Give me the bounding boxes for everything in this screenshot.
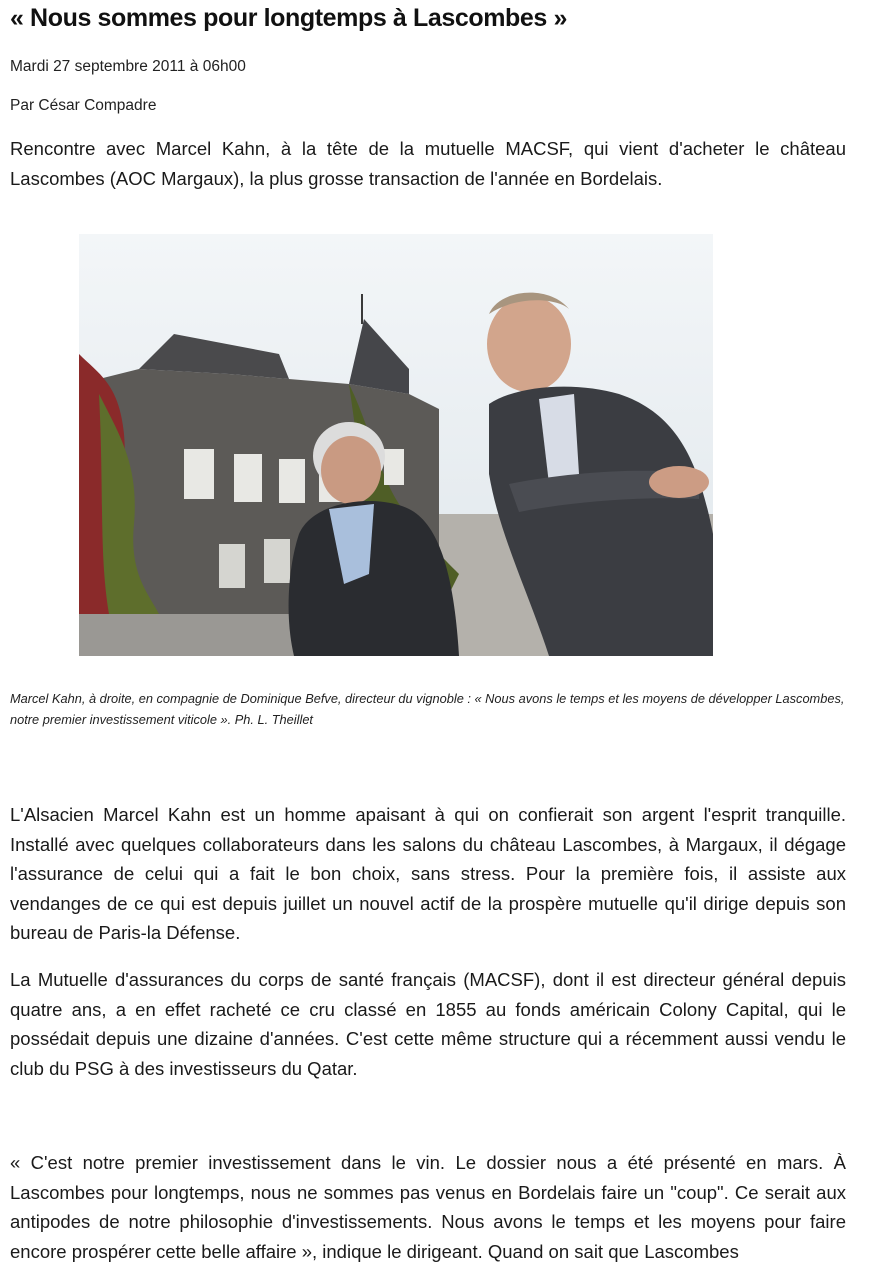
article-paragraph: L'Alsacien Marcel Kahn est un homme apaisant à qui on confierait son argent l'esprit tranquille. Installé avec quelques collaborateurs dans les salons du château Lascombes, à Margaux, il dégage l'assurance de celui qui a fait le bon choix, sans stress. Pour la première fois, il assiste aux vendanges de ce qui est depuis juillet un nouvel actif de la prospère mutuelle qu'il dirige depuis son bureau de Paris-la Défense. — [10, 804, 846, 943]
article-byline: Par César Compadre — [10, 97, 157, 114]
photo-caption: Marcel Kahn, à droite, en compagnie de Dominique Befve, directeur du vignoble : « Nous avons le temps et les moyens de développer Lascombes, notre premier investissement viticole ». Ph. L. Theillet — [10, 691, 845, 727]
article-title: « Nous sommes pour longtemps à Lascombes » — [10, 4, 567, 32]
photo-illustration — [79, 234, 713, 656]
article-date: Mardi 27 septembre 2011 à 06h00 — [10, 58, 246, 75]
article-lead: Rencontre avec Marcel Kahn, à la tête de la mutuelle MACSF, qui vient d'acheter le château Lascombes (AOC Margaux), la plus grosse transaction de l'année en Bordelais. — [10, 138, 846, 189]
article-paragraph: « C'est notre premier investissement dans le vin. Le dossier nous a été présenté en mars. À Lascombes pour longtemps, nous ne sommes pas venus en Bordelais faire un "coup". Ce serait aux antipodes de notre philosophie d'investissements. Nous avons le temps et les moyens pour faire encore prospérer cette belle affaire », indique le dirigeant. Quand on sait que Lascombes — [10, 1152, 846, 1262]
article-photo — [79, 234, 713, 656]
article-paragraph: La Mutuelle d'assurances du corps de santé français (MACSF), dont il est directeur général depuis quatre ans, a en effet racheté ce cru classé en 1855 au fonds américain Colony Capital, qui le possédait depuis une dizaine d'années. C'est cette même structure qui a récemment aussi vendu le club du PSG à des investisseurs du Qatar. — [10, 969, 846, 1079]
